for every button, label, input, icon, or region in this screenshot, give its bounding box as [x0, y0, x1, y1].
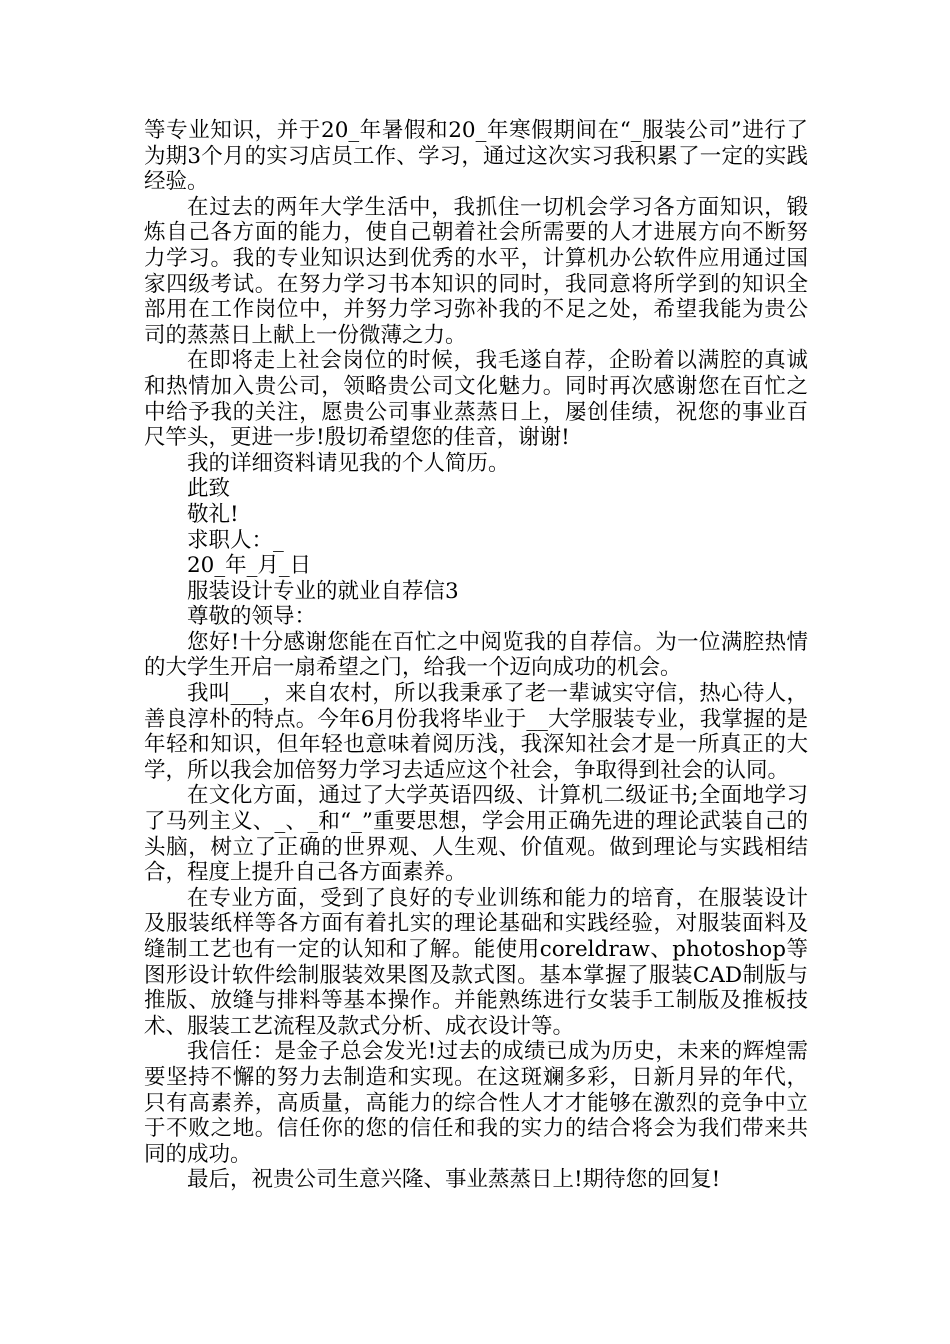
- resume-reference: 我的详细资料请见我的个人简历。: [187, 450, 510, 476]
- closing-respect: 敬礼!: [187, 501, 239, 527]
- letter-title: 服装设计专业的就业自荐信3: [187, 578, 459, 604]
- paragraph-background: 我叫___，来自农村，所以我秉承了老一辈诚实守信，热心待人，善良淳朴的特点。今年6月份我将毕业于__大学服装专业，我掌握的是年轻和知识，但年轻也意味着阅历浅，我深知社会才是一所真正的大学，所以我会加倍努力学习去适应这个社会，争取得到社会的认同。: [144, 681, 808, 783]
- paragraph-intro-continuation: 等专业知识，并于20_年暑假和20_年寒假期间在“_服装公司”进行了为期3个月的实习店员工作、学习，通过这次实习我积累了一定的实践经验。: [144, 118, 808, 195]
- paragraph-self-recommendation: 在即将走上社会岗位的时候，我毛遂自荐，企盼着以满腔的真诚和热情加入贵公司，领略贵公司文化魅力。同时再次感谢您在百忙之中给予我的关注，愿贵公司事业蒸蒸日上，屡创佳绩，祝您的事业百尺竿头，更进一步!殷切希望您的佳音，谢谢!: [144, 348, 808, 451]
- applicant-signature: 求职人：_: [187, 527, 284, 553]
- closing-salutation: 此致: [187, 476, 231, 502]
- paragraph-culture: 在文化方面，通过了大学英语四级、计算机二级证书;全面地学习了马列主义、_、_和“_”重要思想，学会用正确先进的理论武装自己的头脑，树立了正确的世界观、人生观、价值观。做到理论与实践相结合，程度上提升自己各方面素养。: [144, 783, 808, 886]
- document-page: [144, 118, 808, 1193]
- paragraph-belief: 我信任：是金子总会发光!过去的成绩已成为历史，未来的辉煌需要坚持不懈的努力去制造和实现。在这斑斓多彩，日新月异的年代，只有高素养，高质量，高能力的综合性人才才能够在激烈的竞争中立于不败之地。信任你的您的信任和我的实力的结合将会为我们带来共同的成功。: [144, 1039, 808, 1167]
- letter-greeting: 尊敬的领导：: [187, 604, 317, 630]
- letter-date: 20_年_月_日: [187, 553, 312, 579]
- paragraph-professional: 在专业方面，受到了良好的专业训练和能力的培育，在服装设计及服装纸样等各方面有着扎实的理论基础和实践经验，对服装面料及缝制工艺也有一定的认知和了解。能使用coreldraw、photoshop等图形设计软件绘制服装效果图及款式图。基本掌握了服装CAD制版与推版、放缝与排料等基本操作。并能熟练进行女装手工制版及推板技术、服装工艺流程及款式分析、成衣设计等。: [144, 885, 808, 1039]
- paragraph-opening: 您好!十分感谢您能在百忙之中阅览我的自荐信。为一位满腔热情的大学生开启一扇希望之门，给我一个迈向成功的机会。: [144, 629, 808, 681]
- paragraph-university-life: 在过去的两年大学生活中，我抓住一切机会学习各方面知识，锻炼自己各方面的能力，使自己朝着社会所需要的人才进展方向不断努力学习。我的专业知识达到优秀的水平，计算机办公软件应用通过国家四级考试。在努力学习书本知识的同时，我同意将所学到的知识全部用在工作岗位中，并努力学习弥补我的不足之处，希望我能为贵公司的蒸蒸日上献上一份微薄之力。: [144, 194, 808, 348]
- paragraph-closing: 最后，祝贵公司生意兴隆、事业蒸蒸日上!期待您的回复!: [187, 1167, 721, 1193]
